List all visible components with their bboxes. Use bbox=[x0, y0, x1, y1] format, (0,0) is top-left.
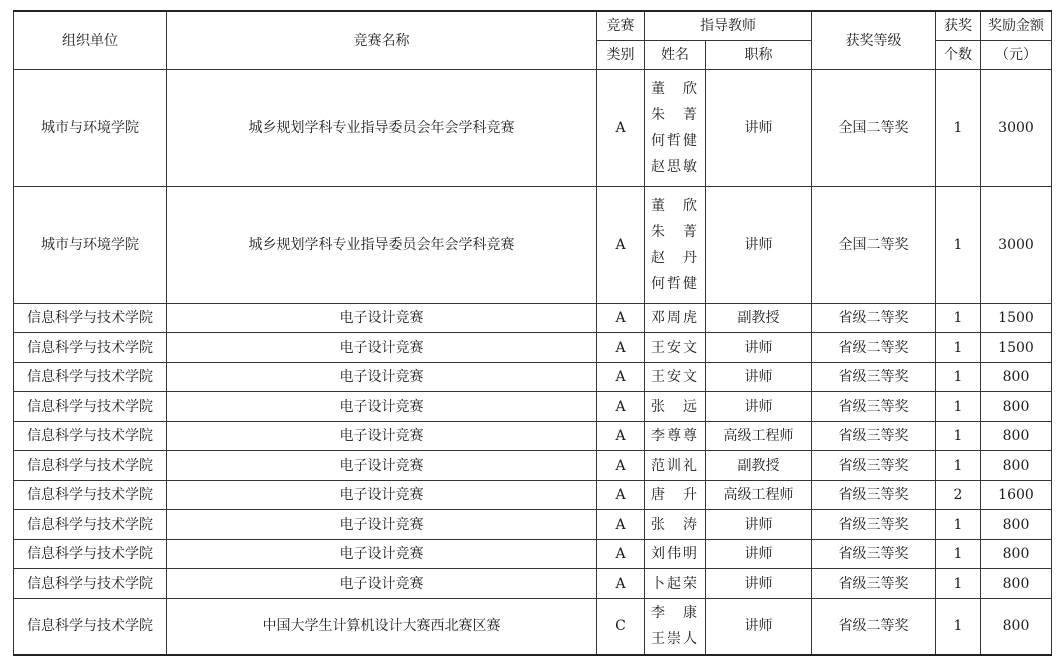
award-table-container bbox=[13, 10, 1052, 656]
advisor-title-cell: 讲师 bbox=[706, 392, 812, 422]
advisor-title-cell: 讲师 bbox=[706, 510, 812, 540]
competition-name-cell: 电子设计竞赛 bbox=[167, 569, 597, 599]
header-count-top: 获奖 bbox=[936, 11, 981, 41]
header-amount-top: 奖励金额 bbox=[981, 11, 1052, 41]
org-cell: 信息科学与技术学院 bbox=[14, 392, 167, 422]
header-category-bottom: 类别 bbox=[597, 41, 645, 70]
org-cell: 信息科学与技术学院 bbox=[14, 333, 167, 363]
table-body bbox=[14, 70, 1052, 655]
header-award-level: 获奖等级 bbox=[812, 11, 936, 70]
teacher-name: 范训礼 bbox=[651, 457, 699, 474]
competition-name-cell: 电子设计竞赛 bbox=[167, 333, 597, 363]
award-level-cell: 省级三等奖 bbox=[812, 392, 936, 422]
table-row bbox=[14, 599, 1052, 655]
advisor-title-cell: 讲师 bbox=[706, 569, 812, 599]
award-count-cell: 1 bbox=[936, 540, 981, 569]
org-cell: 信息科学与技术学院 bbox=[14, 569, 167, 599]
award-amount-cell: 800 bbox=[981, 363, 1052, 392]
table-row bbox=[14, 510, 1052, 540]
award-level-cell: 省级三等奖 bbox=[812, 451, 936, 481]
header-advisor-title: 职称 bbox=[706, 41, 812, 70]
teachers-cell bbox=[645, 304, 706, 333]
table-row bbox=[14, 451, 1052, 481]
category-cell: A bbox=[597, 481, 645, 510]
award-count-cell: 1 bbox=[936, 70, 981, 187]
award-count-cell: 1 bbox=[936, 304, 981, 333]
competition-name-cell: 电子设计竞赛 bbox=[167, 540, 597, 569]
competition-name-cell: 电子设计竞赛 bbox=[167, 451, 597, 481]
award-amount-cell: 800 bbox=[981, 422, 1052, 451]
header-advisor: 指导教师 bbox=[645, 11, 812, 41]
teacher-name: 王安文 bbox=[651, 369, 699, 385]
teachers-cell bbox=[645, 599, 706, 655]
teachers-cell bbox=[645, 70, 706, 187]
table-row bbox=[14, 70, 1052, 187]
teachers-cell bbox=[645, 481, 706, 510]
award-count-cell: 1 bbox=[936, 392, 981, 422]
award-count-cell: 1 bbox=[936, 599, 981, 655]
award-count-cell: 1 bbox=[936, 422, 981, 451]
award-amount-cell: 1500 bbox=[981, 304, 1052, 333]
table-row bbox=[14, 333, 1052, 363]
advisor-title-cell: 讲师 bbox=[706, 70, 812, 187]
teachers-cell bbox=[645, 451, 706, 481]
award-count-cell: 1 bbox=[936, 333, 981, 363]
competition-name-cell: 电子设计竞赛 bbox=[167, 481, 597, 510]
org-cell: 信息科学与技术学院 bbox=[14, 363, 167, 392]
table-row bbox=[14, 422, 1052, 451]
advisor-title-cell: 讲师 bbox=[706, 333, 812, 363]
competition-name-cell: 城乡规划学科专业指导委员会年会学科竞赛 bbox=[167, 187, 597, 304]
teacher-name: 邓周虎 bbox=[651, 310, 699, 326]
award-level-cell: 省级二等奖 bbox=[812, 304, 936, 333]
header-org: 组织单位 bbox=[14, 11, 167, 70]
teacher-name: 董 欣 bbox=[651, 198, 699, 214]
award-amount-cell: 800 bbox=[981, 510, 1052, 540]
table-header bbox=[14, 11, 1052, 70]
award-count-cell: 2 bbox=[936, 481, 981, 510]
teachers-cell bbox=[645, 569, 706, 599]
teacher-name: 唐 升 bbox=[651, 487, 699, 503]
table-row bbox=[14, 569, 1052, 599]
award-level-cell: 省级三等奖 bbox=[812, 569, 936, 599]
advisor-title-cell: 高级工程师 bbox=[706, 481, 812, 510]
org-cell: 信息科学与技术学院 bbox=[14, 481, 167, 510]
teacher-name: 卜起荣 bbox=[651, 575, 699, 592]
teacher-name: 赵思敏 bbox=[651, 159, 699, 175]
teacher-name: 董 欣 bbox=[651, 81, 699, 97]
teacher-name: 何哲健 bbox=[651, 276, 699, 292]
header-count-bottom: 个数 bbox=[936, 41, 981, 70]
category-cell: A bbox=[597, 422, 645, 451]
table-row bbox=[14, 540, 1052, 569]
advisor-title-cell: 讲师 bbox=[706, 363, 812, 392]
category-cell: A bbox=[597, 569, 645, 599]
award-count-cell: 1 bbox=[936, 510, 981, 540]
award-level-cell: 省级三等奖 bbox=[812, 481, 936, 510]
award-level-cell: 省级二等奖 bbox=[812, 599, 936, 655]
award-amount-cell: 1500 bbox=[981, 333, 1052, 363]
teachers-cell bbox=[645, 540, 706, 569]
teacher-name: 何哲健 bbox=[651, 133, 699, 149]
org-cell: 信息科学与技术学院 bbox=[14, 599, 167, 655]
category-cell: A bbox=[597, 304, 645, 333]
award-level-cell: 省级三等奖 bbox=[812, 510, 936, 540]
advisor-title-cell: 讲师 bbox=[706, 540, 812, 569]
table-row bbox=[14, 363, 1052, 392]
award-amount-cell: 3000 bbox=[981, 70, 1052, 187]
award-level-cell: 省级三等奖 bbox=[812, 422, 936, 451]
teacher-name: 朱 菁 bbox=[651, 107, 699, 123]
org-cell: 信息科学与技术学院 bbox=[14, 422, 167, 451]
teachers-cell bbox=[645, 187, 706, 304]
teacher-name: 王崇人 bbox=[651, 631, 699, 648]
award-count-cell: 1 bbox=[936, 363, 981, 392]
teachers-cell bbox=[645, 510, 706, 540]
category-cell: A bbox=[597, 510, 645, 540]
category-cell: C bbox=[597, 599, 645, 655]
table-row bbox=[14, 304, 1052, 333]
header-amount-bottom: （元） bbox=[981, 41, 1052, 70]
award-amount-cell: 800 bbox=[981, 569, 1052, 599]
award-amount-cell: 800 bbox=[981, 451, 1052, 481]
award-level-cell: 全国二等奖 bbox=[812, 187, 936, 304]
org-cell: 信息科学与技术学院 bbox=[14, 304, 167, 333]
table-row bbox=[14, 481, 1052, 510]
teacher-name: 朱 菁 bbox=[651, 224, 699, 240]
teacher-name: 张 远 bbox=[651, 398, 699, 415]
advisor-title-cell: 讲师 bbox=[706, 187, 812, 304]
advisor-title-cell: 副教授 bbox=[706, 451, 812, 481]
award-amount-cell: 800 bbox=[981, 540, 1052, 569]
org-cell: 信息科学与技术学院 bbox=[14, 510, 167, 540]
competition-name-cell: 电子设计竞赛 bbox=[167, 304, 597, 333]
award-count-cell: 1 bbox=[936, 187, 981, 304]
advisor-title-cell: 讲师 bbox=[706, 599, 812, 655]
teacher-name: 李 康 bbox=[651, 605, 699, 622]
teachers-cell bbox=[645, 422, 706, 451]
competition-name-cell: 电子设计竞赛 bbox=[167, 422, 597, 451]
category-cell: A bbox=[597, 70, 645, 187]
teacher-name: 赵 丹 bbox=[651, 250, 699, 266]
teacher-name: 王安文 bbox=[651, 339, 699, 356]
teachers-cell bbox=[645, 363, 706, 392]
header-category-top: 竞赛 bbox=[597, 11, 645, 41]
award-amount-cell: 800 bbox=[981, 392, 1052, 422]
competition-name-cell: 中国大学生计算机设计大赛西北赛区赛 bbox=[167, 599, 597, 655]
org-cell: 信息科学与技术学院 bbox=[14, 540, 167, 569]
award-amount-cell: 1600 bbox=[981, 481, 1052, 510]
org-cell: 城市与环境学院 bbox=[14, 70, 167, 187]
award-level-cell: 省级三等奖 bbox=[812, 363, 936, 392]
award-count-cell: 1 bbox=[936, 451, 981, 481]
teacher-name: 李尊尊 bbox=[651, 428, 699, 444]
award-table bbox=[13, 10, 1052, 656]
competition-name-cell: 电子设计竞赛 bbox=[167, 510, 597, 540]
award-level-cell: 全国二等奖 bbox=[812, 70, 936, 187]
teacher-name: 张 涛 bbox=[651, 516, 699, 533]
teacher-name: 刘伟明 bbox=[651, 546, 699, 562]
table-row bbox=[14, 392, 1052, 422]
org-cell: 城市与环境学院 bbox=[14, 187, 167, 304]
org-cell: 信息科学与技术学院 bbox=[14, 451, 167, 481]
advisor-title-cell: 副教授 bbox=[706, 304, 812, 333]
award-level-cell: 省级三等奖 bbox=[812, 540, 936, 569]
award-amount-cell: 800 bbox=[981, 599, 1052, 655]
category-cell: A bbox=[597, 363, 645, 392]
competition-name-cell: 电子设计竞赛 bbox=[167, 363, 597, 392]
header-advisor-name: 姓名 bbox=[645, 41, 706, 70]
category-cell: A bbox=[597, 187, 645, 304]
header-competition-name: 竞赛名称 bbox=[167, 11, 597, 70]
award-amount-cell: 3000 bbox=[981, 187, 1052, 304]
category-cell: A bbox=[597, 451, 645, 481]
competition-name-cell: 电子设计竞赛 bbox=[167, 392, 597, 422]
table-row bbox=[14, 187, 1052, 304]
category-cell: A bbox=[597, 333, 645, 363]
competition-name-cell: 城乡规划学科专业指导委员会年会学科竞赛 bbox=[167, 70, 597, 187]
teachers-cell bbox=[645, 392, 706, 422]
award-level-cell: 省级二等奖 bbox=[812, 333, 936, 363]
award-count-cell: 1 bbox=[936, 569, 981, 599]
category-cell: A bbox=[597, 392, 645, 422]
teachers-cell bbox=[645, 333, 706, 363]
advisor-title-cell: 高级工程师 bbox=[706, 422, 812, 451]
category-cell: A bbox=[597, 540, 645, 569]
